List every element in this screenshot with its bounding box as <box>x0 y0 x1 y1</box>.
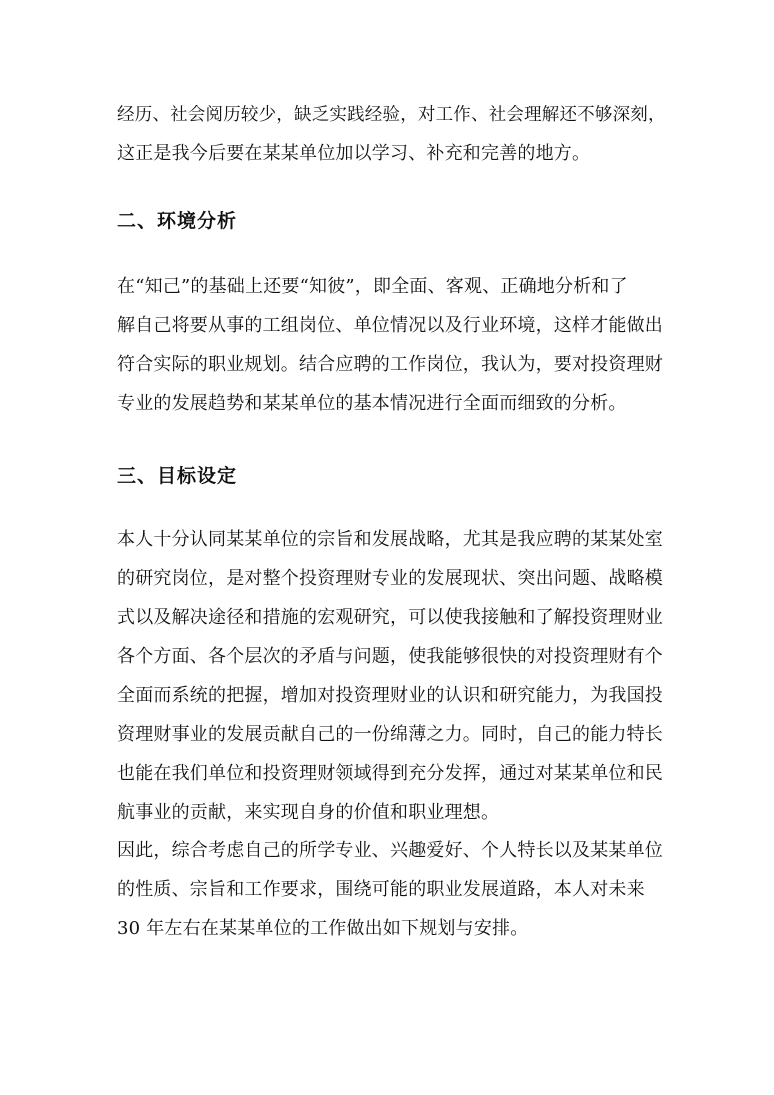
section3-p2-line-1: 因此，综合考虑自己的所学专业、兴趣爱好、个人特长以及某某单位 <box>117 840 663 861</box>
section2-line-2: 解自己将要从事的工组岗位、单位情况以及行业环境，这样才能做出 <box>117 315 663 336</box>
intro-line-1: 经历、社会阅历较少，缺乏实践经验，对工作、社会理解还不够深刻， <box>117 105 666 125</box>
section-heading-goal: 三、目标设定 <box>117 465 238 487</box>
section3-p1-line-8: 航事业的贡献，来实现自身的价值和职业理想。 <box>117 802 500 823</box>
section2-line-3: 符合实际的职业规划。结合应聘的工作岗位，我认为，要对投资理财 <box>117 354 663 375</box>
section3-p2-line-2: 的性质、宗旨和工作要求，围绕可能的职业发展道路，本人对未来 <box>117 879 645 900</box>
section2-line-4: 专业的发展趋势和某某单位的基本情况进行全面而细致的分析。 <box>117 393 627 414</box>
section3-p1-line-3: 式以及解决途径和措施的宏观研究，可以使我接触和了解投资理财业 <box>117 607 663 628</box>
section3-p2-line-3: 30 年左右在某某单位的工作做出如下规划与安排。 <box>117 918 529 939</box>
section2-line-1: 在“知己”的基础上还要“知彼”，即全面、客观、正确地分析和了 <box>117 276 628 297</box>
section-heading-environment: 二、环境分析 <box>117 210 238 232</box>
section3-p1-line-2: 的研究岗位，是对整个投资理财专业的发展现状、突出问题、战略模 <box>117 568 663 589</box>
section3-p1-line-4: 各个方面、各个层次的矛盾与问题，使我能够很快的对投资理财有个 <box>117 646 663 667</box>
section3-p1-line-1: 本人十分认同某某单位的宗旨和发展战略，尤其是我应聘的某某处室 <box>117 529 663 550</box>
section3-p1-line-7: 也能在我们单位和投资理财领域得到充分发挥，通过对某某单位和民 <box>117 763 663 784</box>
section3-p1-line-6: 资理财事业的发展贡献自己的一份绵薄之力。同时，自己的能力特长 <box>117 724 663 745</box>
intro-line-2: 这正是我今后要在某某单位加以学习、补充和完善的地方。 <box>117 143 591 164</box>
section3-p1-line-5: 全面而系统的把握，增加对投资理财业的认识和研究能力，为我国投 <box>117 685 663 706</box>
